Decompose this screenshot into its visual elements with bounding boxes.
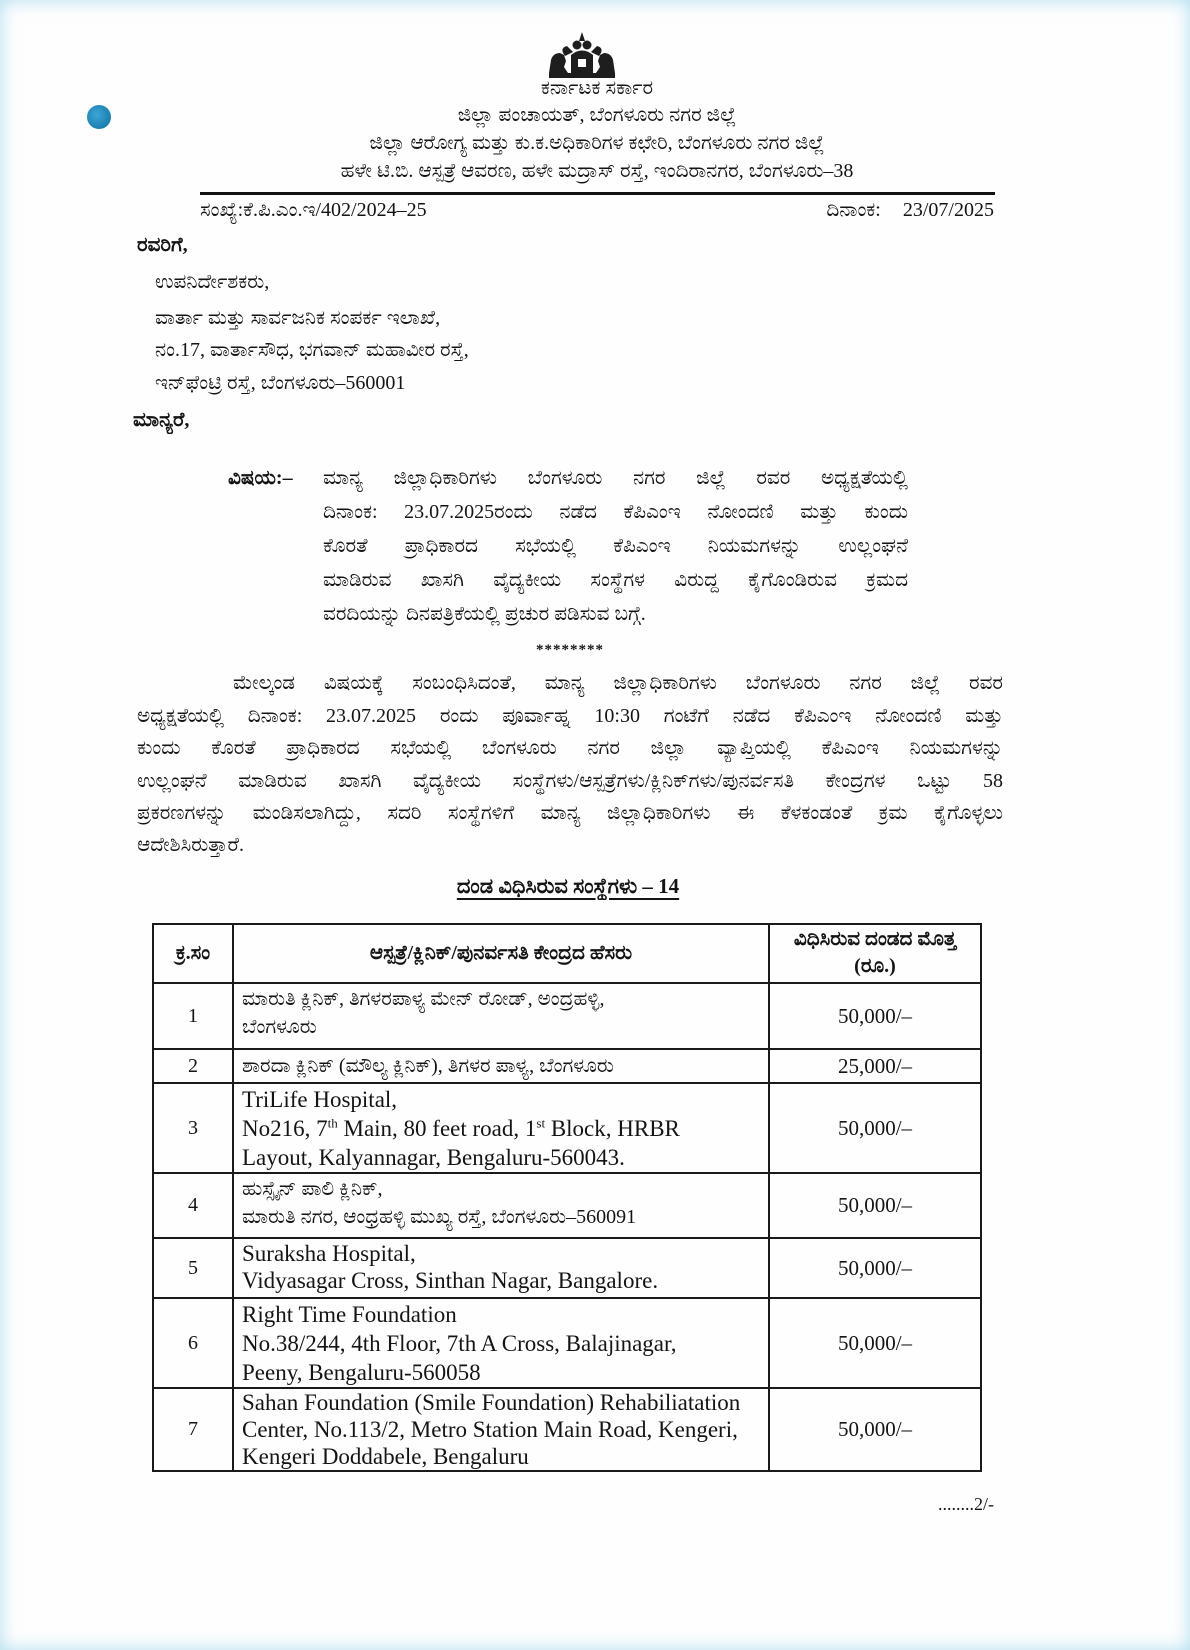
subject-line: ಕೊರತೆ ಪ್ರಾಧಿಕಾರದ ಸಭೆಯಲ್ಲಿ ಕೆಪಿಎಂಇ ನಿಯಮಗಳನ್ನು ಉಲ್ಲಂಘನೆ <box>323 535 908 557</box>
institution-name-line: Sahan Foundation (Smile Foundation) Rehabiliatation <box>242 1390 741 1415</box>
header-serial-no-text: ಕ್ರ.ಸಂ <box>175 942 211 964</box>
header-amount <box>769 924 981 983</box>
institution-name-line: ಮಾರುತಿ ನಗರ, ಆಂಧ್ರಹಳ್ಳಿ ಮುಖ್ಯ ರಸ್ತೆ, ಬೆಂಗಳೂರು–560091 <box>242 1206 637 1228</box>
header-panchayat: ಜಿಲ್ಲಾ ಪಂಚಾಯತ್, ಬೆಂಗಳೂರು ನಗರ ಜಿಲ್ಲೆ <box>457 104 737 126</box>
table-row <box>153 1173 981 1238</box>
body-line: ಅಧ್ಯಕ್ಷತೆಯಲ್ಲಿ ದಿನಾಂಕ: 23.07.2025 ರಂದು ಪೂರ್ವಾಹ್ನ 10:30 ಗಂಟೆಗೆ ನಡೆದ ಕೆಪಿಎಂಇ ನೋಂದಣಿ ಮತ್ತು <box>137 705 1003 727</box>
subject-line: ಮಾಡಿರುವ ಖಾಸಗಿ ವೈದ್ಯಕೀಯ ಸಂಸ್ಥೆಗಳ ವಿರುದ್ದ ಕೈಗೊಂಡಿರುವ ಕ್ರಮದ <box>323 569 908 591</box>
cell-name <box>233 1238 769 1298</box>
cell-serial <box>153 1083 233 1173</box>
institution-name-line: Peeny, Bengaluru-560058 <box>242 1360 481 1385</box>
header-address: ಹಳೇ ಟಿ.ಬಿ. ಆಸ್ಪತ್ರೆ ಆವರಣ, ಹಳೇ ಮದ್ರಾಸ್ ರಸ್ತೆ, ಇಂದಿರಾನಗರ, ಬೆಂಗಳೂರು–38 <box>340 160 854 182</box>
penalty-amount: 50,000/– <box>837 1115 913 1140</box>
ordinal-suffix: st <box>536 1115 546 1131</box>
cell-amount <box>769 1388 981 1471</box>
cell-serial <box>153 983 233 1049</box>
date-label: ದಿನಾಂಕ: <box>826 199 881 221</box>
serial-number: 1 <box>188 1004 198 1027</box>
punch-hole-mark <box>87 105 111 129</box>
header-government: ಕರ್ನಾಟಕ ಸರ್ಕಾರ <box>540 77 654 99</box>
institution-name-line: TriLife Hospital, <box>242 1087 398 1112</box>
body-line: ಆದೇಶಿಸಿರುತ್ತಾರೆ. <box>137 834 244 856</box>
karnataka-emblem-icon <box>543 30 621 80</box>
institution-name-line: Layout, Kalyannagar, Bengaluru-560043. <box>242 1145 625 1170</box>
serial-number: 6 <box>188 1331 198 1354</box>
institution-name-line: ಬೆಂಗಳೂರು <box>242 1016 317 1038</box>
institution-name-line: ಹುಸ್ಸೈನ್ ಪಾಲಿ ಕ್ಲಿನಿಕ್, <box>242 1178 383 1200</box>
section-heading-text: ದಂಡ ವಿಧಿಸಿರುವ ಸಂಸ್ಥೆಗಳು – 14 <box>456 874 680 898</box>
cell-serial <box>153 1173 233 1238</box>
reference-date <box>760 196 994 224</box>
penalty-amount: 50,000/– <box>837 1003 913 1028</box>
institution-name-line: Suraksha Hospital, <box>242 1241 416 1266</box>
serial-number: 5 <box>188 1256 198 1279</box>
institution-name-line: Kengeri Doddabele, Bengaluru <box>242 1444 529 1469</box>
table-row <box>153 1238 981 1298</box>
cell-amount <box>769 1049 981 1083</box>
table-row <box>153 1083 981 1173</box>
cell-amount <box>769 983 981 1049</box>
cell-serial <box>153 1238 233 1298</box>
body-line: ಪ್ರಕರಣಗಳನ್ನು ಮಂಡಿಸಲಾಗಿದ್ದು, ಸದರಿ ಸಂಸ್ಥೆಗಳಿಗೆ ಮಾನ್ಯ ಜಿಲ್ಲಾಧಿಕಾರಿಗಳು ಈ ಕೆಳಕಂಡಂತೆ ಕ್ರಮ ಕೈಗೊಳ್ಳಲು <box>137 802 1003 824</box>
table-row <box>153 1388 981 1471</box>
header-amount-text: ವಿಧಿಸಿರುವ ದಂಡದ ಮೊತ್ತ <box>793 928 957 950</box>
greeting: ಮಾನ್ಯರೆ, <box>133 409 190 431</box>
header-name <box>233 924 769 983</box>
body-line: ಕುಂದು ಕೊರತೆ ಪ್ರಾಧಿಕಾರದ ಸಭೆಯಲ್ಲಿ ಬೆಂಗಳೂರು ನಗರ ಜಿಲ್ಲಾ ವ್ಯಾಪ್ತಿಯಲ್ಲಿ ಕೆಪಿಎಂಇ ನಿಯಮಗಳನ್ನು <box>137 737 1003 759</box>
cell-name <box>233 983 769 1049</box>
cell-name <box>233 1083 769 1173</box>
cell-amount <box>769 1238 981 1298</box>
date-value: 23/07/2025 <box>902 199 994 221</box>
serial-number: 3 <box>188 1116 198 1139</box>
subject-line: ವರದಿಯನ್ನು ದಿನಪತ್ರಿಕೆಯಲ್ಲಿ ಪ್ರಚುರ ಪಡಿಸುವ ಬಗ್ಗೆ. <box>323 603 646 625</box>
serial-number: 4 <box>188 1194 198 1216</box>
serial-number: 7 <box>188 1418 198 1440</box>
subject-line: ದಿನಾಂಕ: 23.07.2025ರಂದು ನಡೆದ ಕೆಪಿಎಂಇ ನೋಂದಣಿ ಮತ್ತು ಕುಂದು <box>323 501 908 523</box>
institution-name-line: ಮಾರುತಿ ಕ್ಲಿನಿಕ್, ತಿಗಳರಪಾಳ್ಯ ಮೇನ್ ರೋಡ್, ಅಂದ್ರಹಳ್ಳಿ, <box>242 988 605 1010</box>
institution-name-line: Right Time Foundation <box>242 1302 457 1327</box>
penalty-amount: 25,000/– <box>837 1053 913 1078</box>
subject-line: ಮಾನ್ಯ ಜಿಲ್ಲಾಧಿಕಾರಿಗಳು ಬೆಂಗಳೂರು ನಗರ ಜಿಲ್ಲೆ ರವರ ಅಧ್ಯಕ್ಷತೆಯಲ್ಲಿ <box>323 467 908 489</box>
table-row <box>153 1298 981 1388</box>
cell-name <box>233 1049 769 1083</box>
table-row <box>153 983 981 1049</box>
cell-name <box>233 1173 769 1238</box>
page-continuation: ........2/- <box>938 1494 994 1514</box>
reference-number: ಸಂಖ್ಯೆ:ಕೆ.ಪಿ.ಎಂ.ಇ/402/2024–25 <box>200 199 427 221</box>
table-header-row <box>153 924 981 983</box>
institution-name-line: ಶಾರದಾ ಕ್ಲಿನಿಕ್ (ಮೌಲ್ಯ ಕ್ಲಿನಿಕ್), ತಿಗಳರ ಪಾಳ್ಯ, ಬೆಂಗಳೂರು <box>242 1055 614 1077</box>
header-divider <box>200 192 995 195</box>
cell-amount <box>769 1298 981 1388</box>
address-segment: Main, 80 feet road, 1 <box>337 1116 537 1141</box>
header-serial-no <box>153 924 233 983</box>
cell-serial <box>153 1049 233 1083</box>
penalty-table <box>152 923 982 1472</box>
recipient-line: ನಂ.17, ವಾರ್ತಾಸೌಧ, ಭಗವಾನ್ ಮಹಾವೀರ ರಸ್ತೆ, <box>155 339 469 361</box>
subject-label: ವಿಷಯ:– <box>228 467 293 489</box>
ordinal-suffix: th <box>327 1115 338 1131</box>
cell-amount <box>769 1083 981 1173</box>
separator-stars: ******** <box>536 642 604 658</box>
header-amount-unit: (ರೂ.) <box>854 955 896 977</box>
address-segment: Block, HRBR <box>545 1116 680 1141</box>
recipient-line: ಇನ್‌ಫೆಂಟ್ರಿ ರಸ್ತೆ, ಬೆಂಗಳೂರು–560001 <box>155 372 406 394</box>
header-office: ಜಿಲ್ಲಾ ಆರೋಗ್ಯ ಮತ್ತು ಕು.ಕ.ಅಧಿಕಾರಿಗಳ ಕಛೇರಿ, ಬೆಂಗಳೂರು ನಗರ ಜಿಲ್ಲೆ <box>369 132 825 154</box>
institution-name-line <box>242 1114 762 1143</box>
header-name-text: ಆಸ್ಪತ್ರೆ/ಕ್ಲಿನಿಕ್/ಪುನರ್ವಸತಿ ಕೇಂದ್ರದ ಹೆಸರು <box>369 942 633 964</box>
table-row <box>153 1049 981 1083</box>
institution-name-line: No.38/244, 4th Floor, 7th A Cross, Balajinagar, <box>242 1331 677 1356</box>
cell-serial <box>153 1388 233 1471</box>
penalty-amount: 50,000/– <box>837 1330 913 1355</box>
section-heading <box>268 872 868 900</box>
institution-name-line: Center, No.113/2, Metro Station Main Road, Kengeri, <box>242 1417 738 1442</box>
cell-name <box>233 1298 769 1388</box>
penalty-amount: 50,000/– <box>837 1255 913 1280</box>
recipient-line: ಉಪನಿರ್ದೇಶಕರು, <box>155 271 270 293</box>
penalty-amount: 50,000/– <box>837 1193 913 1217</box>
recipient-line: ವಾರ್ತಾ ಮತ್ತು ಸಾರ್ವಜನಿಕ ಸಂಪರ್ಕ ಇಲಾಖೆ, <box>155 307 441 329</box>
institution-name-line: Vidyasagar Cross, Sinthan Nagar, Bangalore. <box>242 1268 659 1293</box>
cell-amount <box>769 1173 981 1238</box>
cell-serial <box>153 1298 233 1388</box>
body-line: ಉಲ್ಲಂಘನೆ ಮಾಡಿರುವ ಖಾಸಗಿ ವೈದ್ಯಕೀಯ ಸಂಸ್ಥೆಗಳು/ಆಸ್ಪತ್ರೆಗಳು/ಕ್ಲಿನಿಕ್‌ಗಳು/ಪುನರ್ವಸತಿ ಕೇಂದ್ರಗಳ ಒಟ್ಟು 58 <box>137 770 1003 792</box>
penalty-amount: 50,000/– <box>837 1417 913 1441</box>
serial-number: 2 <box>188 1054 198 1077</box>
address-segment: No216, 7 <box>242 1116 328 1141</box>
recipient-to: ರವರಿಗೆ, <box>137 234 188 256</box>
body-line: ಮೇಲ್ಕಂಡ ವಿಷಯಕ್ಕೆ ಸಂಬಂಧಿಸಿದಂತೆ, ಮಾನ್ಯ ಜಿಲ್ಲಾಧಿಕಾರಿಗಳು ಬೆಂಗಳೂರು ನಗರ ಜಿಲ್ಲೆ ರವರ <box>233 672 1003 694</box>
cell-name <box>233 1388 769 1471</box>
